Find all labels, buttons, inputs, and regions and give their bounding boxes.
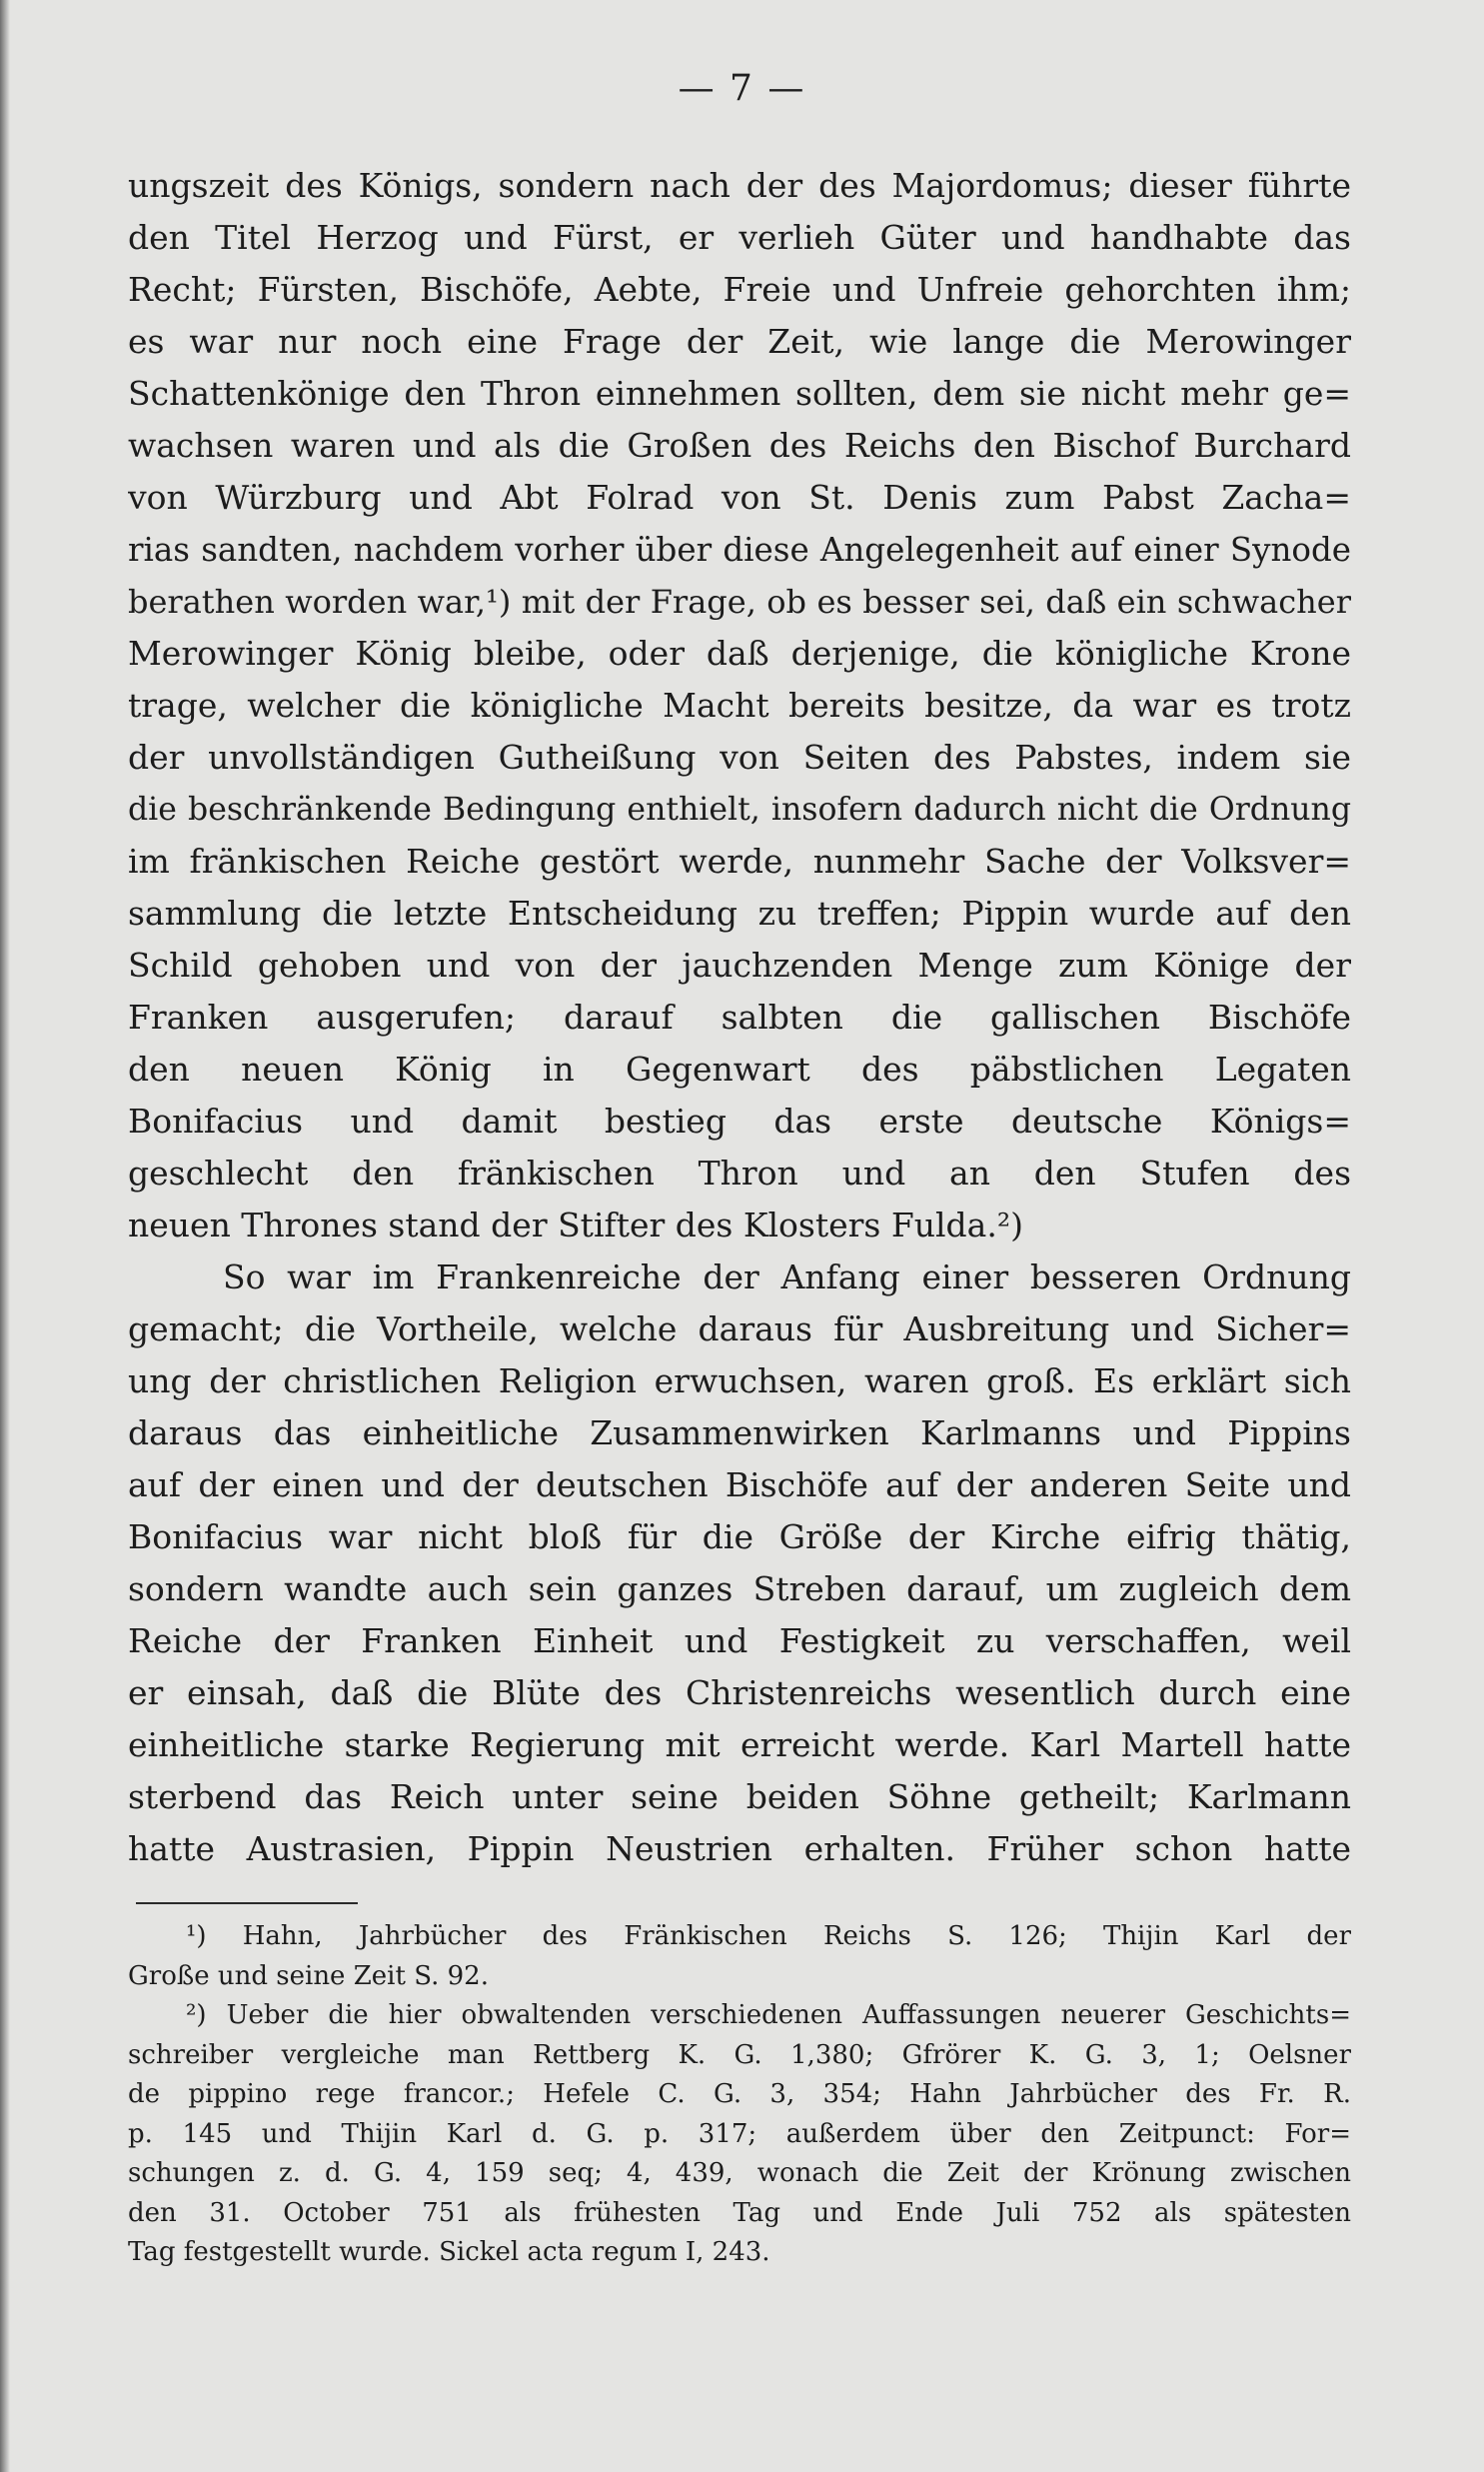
text-line: sondern wandte auch sein ganzes Streben darauf, um zugleich dem (128, 1569, 1351, 1608)
text-line: rias sandten, nachdem vorher über diese Angelegenheit auf einer Synode (128, 531, 1351, 569)
text-line: daraus das einheitliche Zusammenwirken Karlmanns und Pippins (128, 1413, 1351, 1452)
text-line: von Würzburg und Abt Folrad von St. Denis zum Pabst Zacha= (128, 478, 1351, 517)
text-line: auf der einen und der deutschen Bischöfe auf der anderen Seite und (128, 1465, 1351, 1504)
text-line: es war nur noch eine Frage der Zeit, wie lange die Merowinger (128, 322, 1351, 361)
footnote-line: ¹) Hahn, Jahrbücher des Fränkischen Reichs S. 126; Thijin Karl der (186, 1921, 1351, 1951)
footnote-line: Tag festgestellt wurde. Sickel acta regum I, 243. (128, 2237, 770, 2267)
footnote-line: ²) Ueber die hier obwaltenden verschiedenen Auffassungen neuerer Geschichts= (186, 2000, 1351, 2030)
body-text (128, 160, 1351, 1875)
text-line: sterbend das Reich unter seine beiden Söhne getheilt; Karlmann (128, 1777, 1351, 1816)
footnote-line: schreiber vergleiche man Rettberg K. G. 1,380; Gfrörer K. G. 3, 1; Oelsner (128, 2039, 1351, 2070)
text-line: hatte Austrasien, Pippin Neustrien erhalten. Früher schon hatte (128, 1829, 1351, 1868)
text-line: berathen worden war,¹) mit der Frage, ob es besser sei, daß ein schwacher (128, 583, 1351, 621)
text-line: im fränkischen Reiche gestört werde, nunmehr Sache der Volksver= (128, 842, 1351, 881)
text-line: Bonifacius war nicht bloß für die Größe der Kirche eifrig thätig, (128, 1517, 1351, 1556)
text-line: gemacht; die Vortheile, welche daraus für Ausbreitung und Sicher= (128, 1309, 1351, 1348)
text-line: Franken ausgerufen; darauf salbten die gallischen Bischöfe (128, 998, 1351, 1037)
text-line: So war im Frankenreiche der Anfang einer besseren Ordnung (223, 1257, 1351, 1296)
text-line: ungszeit des Königs, sondern nach der des Majordomus; dieser führte (128, 166, 1351, 205)
footnotes (128, 1917, 1351, 2273)
footnote-line: de pippino rege francor.; Hefele C. G. 3, 354; Hahn Jahrbücher des Fr. R. (128, 2079, 1351, 2109)
footnote-line: Große und seine Zeit S. 92. (128, 1960, 489, 1991)
text-line: den Titel Herzog und Fürst, er verlieh Güter und handhabte das (128, 218, 1351, 257)
footnote-separator (136, 1902, 358, 1904)
text-line: trage, welcher die königliche Macht bereits besitze, da war es trotz (128, 686, 1351, 725)
footnote-line: den 31. October 751 als frühesten Tag und Ende Juli 752 als spätesten (128, 2197, 1351, 2228)
text-line: den neuen König in Gegenwart des päbstlichen Legaten (128, 1050, 1351, 1089)
text-line: wachsen waren und als die Großen des Reichs den Bischof Burchard (128, 426, 1351, 465)
text-line: Reiche der Franken Einheit und Festigkeit zu verschaffen, weil (128, 1621, 1351, 1660)
footnote-line: schungen z. d. G. 4, 159 seq; 4, 439, wonach die Zeit der Krönung zwischen (128, 2158, 1351, 2188)
text-line: einheitliche starke Regierung mit erreicht werde. Karl Martell hatte (128, 1725, 1351, 1764)
page-gutter-shadow (0, 0, 10, 2472)
text-line: der unvollständigen Gutheißung von Seiten des Pabstes, indem sie (128, 738, 1351, 777)
page-number: — 7 — (678, 68, 806, 109)
text-line: Merowinger König bleibe, oder daß derjenige, die königliche Krone (128, 634, 1351, 673)
text-line: geschlecht den fränkischen Thron und an den Stufen des (128, 1154, 1351, 1193)
text-line: er einsah, daß die Blüte des Christenreichs wesentlich durch eine (128, 1673, 1351, 1712)
text-line: neuen Thrones stand der Stifter des Klosters Fulda.²) (128, 1206, 1023, 1244)
text-line: Bonifacius und damit bestieg das erste deutsche Königs= (128, 1102, 1351, 1141)
text-line: Recht; Fürsten, Bischöfe, Aebte, Freie und Unfreie gehorchten ihm; (128, 270, 1351, 309)
text-line: Schild gehoben und von der jauchzenden Menge zum Könige der (128, 946, 1351, 985)
text-line: die beschränkende Bedingung enthielt, insofern dadurch nicht die Ordnung (128, 792, 1351, 828)
footnote-line: p. 145 und Thijin Karl d. G. p. 317; außerdem über den Zeitpunct: For= (128, 2118, 1351, 2149)
text-line: Schattenkönige den Thron einnehmen sollten, dem sie nicht mehr ge= (128, 374, 1351, 413)
text-line: sammlung die letzte Entscheidung zu treffen; Pippin wurde auf den (128, 894, 1351, 933)
text-line: ung der christlichen Religion erwuchsen, waren groß. Es erklärt sich (128, 1361, 1351, 1400)
